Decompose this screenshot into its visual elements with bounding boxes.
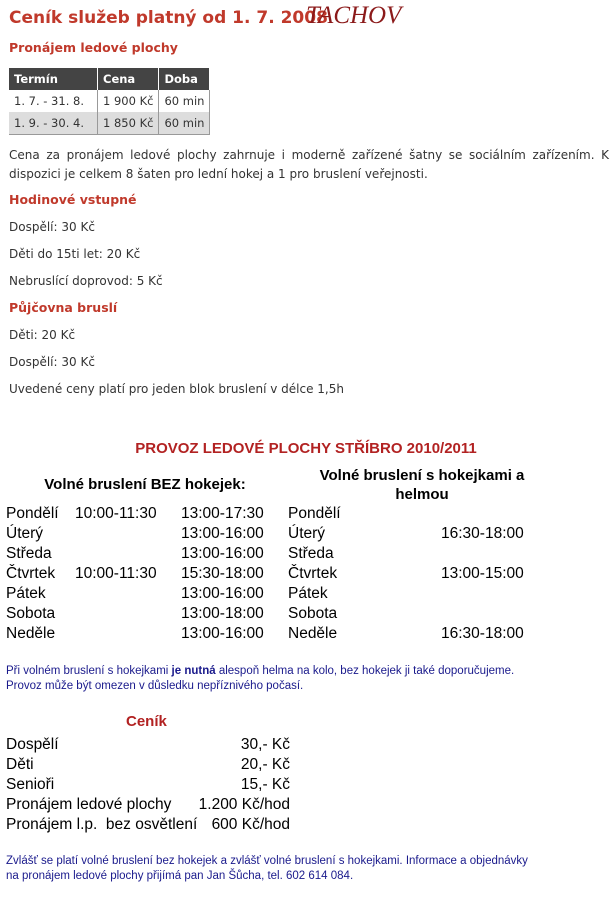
skates-item: Děti: 20 Kč: [9, 328, 76, 342]
schedule-left-day: Úterý: [6, 525, 44, 542]
schedule-right-day: Pátek: [288, 585, 328, 602]
table-cell: 1 850 Kč: [98, 112, 159, 135]
table-header-term: Termín: [9, 68, 98, 90]
schedule-right-day: Čtvrtek: [288, 565, 338, 582]
schedule-left-day: Středa: [6, 545, 52, 562]
schedule-right-heading-line: helmou: [395, 486, 449, 503]
hourly-item: Děti do 15ti let: 20 Kč: [9, 247, 141, 261]
schedule-left-heading: Volné bruslení BEZ hokejek:: [44, 476, 246, 493]
skates-note: Uvedené ceny platí pro jeden blok bruslení v délce 1,5h: [9, 382, 344, 396]
table-cell: 1. 9. - 30. 4.: [9, 112, 98, 135]
cenik-price: 15,- Kč: [240, 776, 290, 793]
schedule-left-pm: 15:30-18:00: [181, 565, 264, 582]
schedule-right-time: 13:00-15:00: [441, 565, 524, 582]
schedule-left-am: 10:00-11:30: [75, 565, 157, 582]
schedule-right-day: Středa: [288, 545, 334, 562]
city-name: TACHOV: [306, 2, 402, 29]
schedule-right-day: Úterý: [288, 525, 326, 542]
helmet-note-emphasis: je nutná: [171, 665, 216, 677]
schedule-right-time: 16:30-18:00: [441, 625, 524, 642]
schedule-right-time: 16:30-18:00: [441, 525, 524, 542]
table-header-duration: Doba: [159, 68, 210, 90]
cenik-label: Senioři: [6, 776, 55, 793]
table-row: [9, 90, 210, 112]
helmet-note-text: Při volném bruslení s hokejkami: [6, 665, 172, 677]
table-row: [9, 112, 210, 135]
hourly-heading: Hodinové vstupné: [9, 192, 137, 207]
table-cell: 1 900 Kč: [98, 90, 159, 112]
cenik-price: 20,- Kč: [240, 756, 290, 773]
cenik-price: 1.200 Kč/hod: [198, 796, 290, 813]
schedule-left-pm: 13:00-16:00: [181, 625, 264, 642]
schedule-left-day: Pondělí: [6, 505, 59, 522]
helmet-note: [6, 665, 514, 677]
table-cell: 60 min: [159, 112, 210, 135]
cenik-label: Pronájem ledové plochy: [6, 796, 172, 813]
footer-line: Zvlášť se platí volné bruslení bez hokejek a zvlášť volné bruslení s hokejkami. Informace a objednávky: [6, 855, 528, 867]
cenik-label: Dospělí: [6, 736, 59, 753]
schedule-right-day: Sobota: [288, 605, 338, 622]
schedule-left-day: Pátek: [6, 585, 46, 602]
cenik-price: 30,- Kč: [240, 736, 290, 753]
skates-heading: Půjčovna bruslí: [9, 300, 118, 315]
schedule-right-day: Pondělí: [288, 505, 341, 522]
cenik-label: Pronájem l.p. bez osvětlení: [6, 816, 198, 833]
schedule-left-am: 10:00-11:30: [75, 505, 157, 522]
weather-note: Provoz může být omezen v důsledku nepříznivého počasí.: [6, 680, 304, 692]
table-cell: 1. 7. - 31. 8.: [9, 90, 98, 112]
schedule-right-heading: [292, 466, 552, 504]
rental-heading: Pronájem ledové plochy: [9, 40, 178, 55]
cenik-price: 600 Kč/hod: [211, 816, 290, 833]
hourly-item: Dospělí: 30 Kč: [9, 220, 95, 234]
helmet-note-text: alespoň helma na kolo, bez hokejek ji také doporučujeme.: [215, 665, 515, 677]
cenik-label: Děti: [6, 756, 34, 773]
schedule-left-pm: 13:00-16:00: [181, 545, 264, 562]
schedule-left-day: Sobota: [6, 605, 56, 622]
rental-price-table: [9, 68, 210, 135]
schedule-right-day: Neděle: [288, 625, 338, 642]
schedule-right-heading-line: Volné bruslení s hokejkami a: [319, 467, 525, 484]
schedule-left-pm: 13:00-18:00: [181, 605, 264, 622]
footer-line: na pronájem ledové plochy přijímá pan Jan Šůcha, tel. 602 614 084.: [6, 870, 354, 882]
schedule-left-pm: 13:00-17:30: [181, 505, 264, 522]
table-header-price: Cena: [98, 68, 159, 90]
schedule-title: PROVOZ LEDOVÉ PLOCHY STŘÍBRO 2010/2011: [135, 440, 477, 457]
schedule-left-day: Čtvrtek: [6, 565, 56, 582]
schedule-left-pm: 13:00-16:00: [181, 585, 264, 602]
rental-note: Cena za pronájem ledové plochy zahrnuje i moderně zařízené šatny se sociálním zařízením. K dispozici je celkem 8 šaten pro lední hokej a 1 pro bruslení veřejnosti.: [9, 148, 609, 181]
hourly-item: Nebruslící doprovod: 5 Kč: [9, 274, 163, 288]
page-title: Ceník služeb platný od 1. 7. 2008: [9, 8, 328, 28]
table-cell: 60 min: [159, 90, 210, 112]
skates-item: Dospělí: 30 Kč: [9, 355, 95, 369]
cenik-heading: Ceník: [126, 713, 167, 730]
schedule-left-pm: 13:00-16:00: [181, 525, 264, 542]
schedule-left-day: Neděle: [6, 625, 56, 642]
